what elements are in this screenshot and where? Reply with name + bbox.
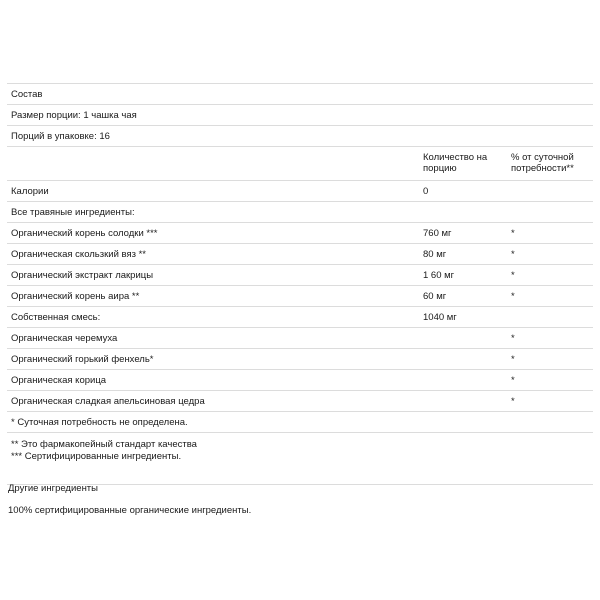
table-row xyxy=(7,307,593,328)
footnote-certified: *** Сертифицированные ингредиенты. xyxy=(11,451,182,462)
footnote-not-established: * Суточная потребность не определена. xyxy=(11,417,188,428)
serving-size-row xyxy=(7,105,593,126)
ingredient-name: Органический экстракт лакрицы xyxy=(11,270,154,281)
ingredient-amount: 1 60 мг xyxy=(423,270,455,281)
table-row xyxy=(7,349,593,370)
other-ingredients-text: 100% сертифицированные органические ингредиенты. xyxy=(8,505,252,516)
ingredient-daily-value: * xyxy=(511,270,515,281)
serving-size: Размер порции: 1 чашка чая xyxy=(11,110,137,121)
ingredient-name: Органическая корица xyxy=(11,375,107,386)
ingredient-daily-value: * xyxy=(511,291,515,302)
amount-column-header: Количество на порцию xyxy=(423,152,488,174)
table-row xyxy=(7,244,593,265)
ingredient-amount: 0 xyxy=(423,186,429,197)
footnotes-block xyxy=(7,433,593,485)
other-ingredients-heading: Другие ингредиенты xyxy=(8,483,98,494)
footnote-row xyxy=(7,412,593,433)
ingredient-name: Калории xyxy=(11,186,49,197)
table-row xyxy=(7,265,593,286)
footnote-pharmacopeia: ** Это фармакопейный стандарт качества xyxy=(11,439,197,450)
column-header-row xyxy=(7,147,593,181)
ingredient-daily-value: * xyxy=(511,249,515,260)
ingredient-name: Органическая скользкий вяз ** xyxy=(11,249,146,260)
ingredient-daily-value: * xyxy=(511,354,515,365)
table-row xyxy=(7,370,593,391)
table-row xyxy=(7,328,593,349)
daily-value-column-header: % от суточной потребности** xyxy=(511,152,574,174)
ingredient-name: Органический корень солодки *** xyxy=(11,228,158,239)
ingredient-name: Все травяные ингредиенты: xyxy=(11,207,135,218)
supplement-facts-table xyxy=(7,83,593,485)
table-row xyxy=(7,202,593,223)
ingredient-amount: 60 мг xyxy=(423,291,447,302)
facts-heading-row xyxy=(7,84,593,105)
ingredient-daily-value: * xyxy=(511,333,515,344)
ingredient-name: Органическая черемуха xyxy=(11,333,118,344)
ingredient-daily-value: * xyxy=(511,375,515,386)
facts-heading: Состав xyxy=(11,89,43,100)
ingredient-name: Собственная смесь: xyxy=(11,312,101,323)
ingredient-name: Органический горький фенхель* xyxy=(11,354,154,365)
ingredient-amount: 80 мг xyxy=(423,249,447,260)
ingredient-name: Органическая сладкая апельсиновая цедра xyxy=(11,396,205,407)
ingredient-name: Органический корень аира ** xyxy=(11,291,140,302)
servings-per-container: Порций в упаковке: 16 xyxy=(11,131,110,142)
servings-per-container-row xyxy=(7,126,593,147)
ingredient-daily-value: * xyxy=(511,228,515,239)
table-row xyxy=(7,181,593,202)
ingredient-amount: 1040 мг xyxy=(423,312,457,323)
table-row xyxy=(7,223,593,244)
ingredient-daily-value: * xyxy=(511,396,515,407)
ingredient-amount: 760 мг xyxy=(423,228,452,239)
table-row xyxy=(7,391,593,412)
table-row xyxy=(7,286,593,307)
